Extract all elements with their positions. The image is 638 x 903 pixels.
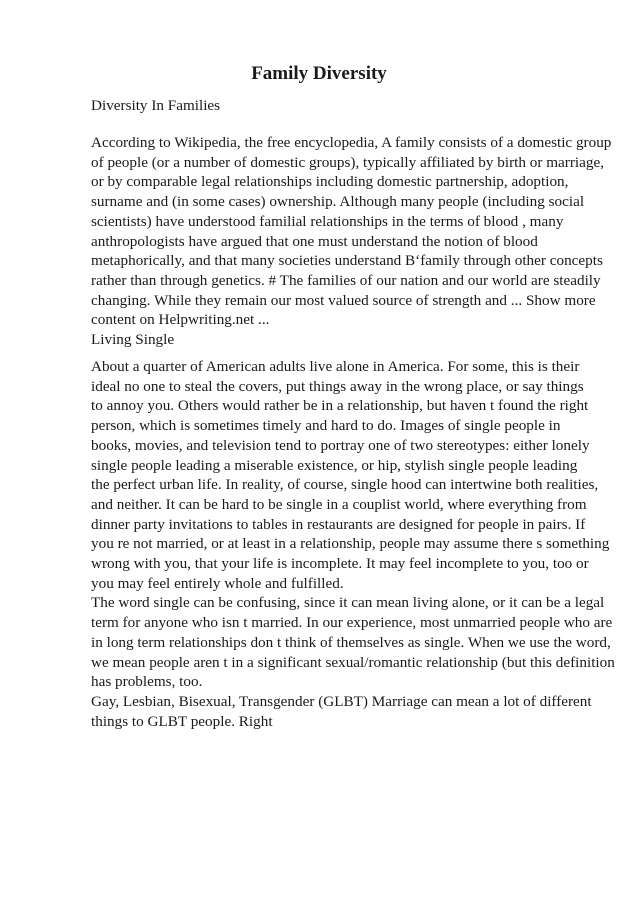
text-line: or by comparable legal relationships including domestic partnership, adoption,	[91, 173, 569, 191]
text-line: anthropologists have argued that one must understand the notion of blood	[91, 232, 538, 250]
text-line: content on Helpwriting.net ...	[91, 311, 270, 329]
text-line: metaphorically, and that many societies understand B‘family through other concepts	[91, 252, 603, 270]
text-line: The word single can be confusing, since it can mean living alone, or it can be a legal	[91, 594, 605, 612]
text-line: to annoy you. Others would rather be in a relationship, but haven t found the right	[91, 397, 589, 415]
section-heading	[91, 96, 220, 116]
text-line: we mean people aren t in a significant sexual/romantic relationship (but this definition	[91, 653, 615, 671]
text-line: in long term relationships don t think of themselves as single. When we use the word,	[91, 633, 611, 651]
paragraph-living-single	[91, 357, 615, 731]
text-line: Gay, Lesbian, Bisexual, Transgender (GLBT) Marriage can mean a lot of different	[91, 692, 592, 710]
text-line: About a quarter of American adults live alone in America. For some, this is their	[91, 358, 580, 375]
text-line: things to GLBT people. Right	[91, 712, 273, 730]
text-line: ideal no one to steal the covers, put things away in the wrong place, or say things	[91, 377, 584, 395]
text-line: rather than through genetics. # The families of our nation and our world are steadily	[91, 271, 601, 289]
text-line: term for anyone who isn t married. In our experience, most unmarried people who are	[91, 614, 613, 632]
text-line: Living Single	[91, 331, 175, 349]
text-line: you re not married, or at least in a relationship, people may assume there s something	[91, 535, 610, 553]
text-line: Diversity In Families	[91, 97, 221, 114]
text-line: wrong with you, that your life is incomplete. It may feel incomplete to you, too or	[91, 555, 589, 573]
text-line: of people (or a number of domestic groups), typically affiliated by birth or marriage,	[91, 153, 604, 171]
text-line: and neither. It can be hard to be single in a couplist world, where everything from	[91, 495, 587, 513]
paragraph-wikipedia-family	[91, 133, 611, 350]
text-line: dinner party invitations to tables in restaurants are designed for people in pairs. If	[91, 515, 586, 533]
text-line: single people leading a miserable existence, or hip, stylish single people leading	[91, 456, 578, 474]
text-line: has problems, too.	[91, 673, 203, 691]
text-line: According to Wikipedia, the free encyclopedia, A family consists of a domestic group	[91, 134, 612, 151]
text-line: books, movies, and television tend to portray one of two stereotypes: either lonely	[91, 436, 590, 454]
text-line: person, which is sometimes timely and hard to do. Images of single people in	[91, 417, 561, 435]
text-line: surname and (in some cases) ownership. Although many people (including social	[91, 193, 585, 211]
text-line: changing. While they remain our most valued source of strength and ... Show more	[91, 291, 596, 309]
text-line: scientists) have understood familial relationships in the terms of blood , many	[91, 212, 564, 230]
page-title: Family Diversity	[251, 63, 387, 84]
text-line: you may feel entirely whole and fulfilled.	[91, 574, 344, 592]
text-line: the perfect urban life. In reality, of course, single hood can intertwine both realities,	[91, 476, 599, 494]
